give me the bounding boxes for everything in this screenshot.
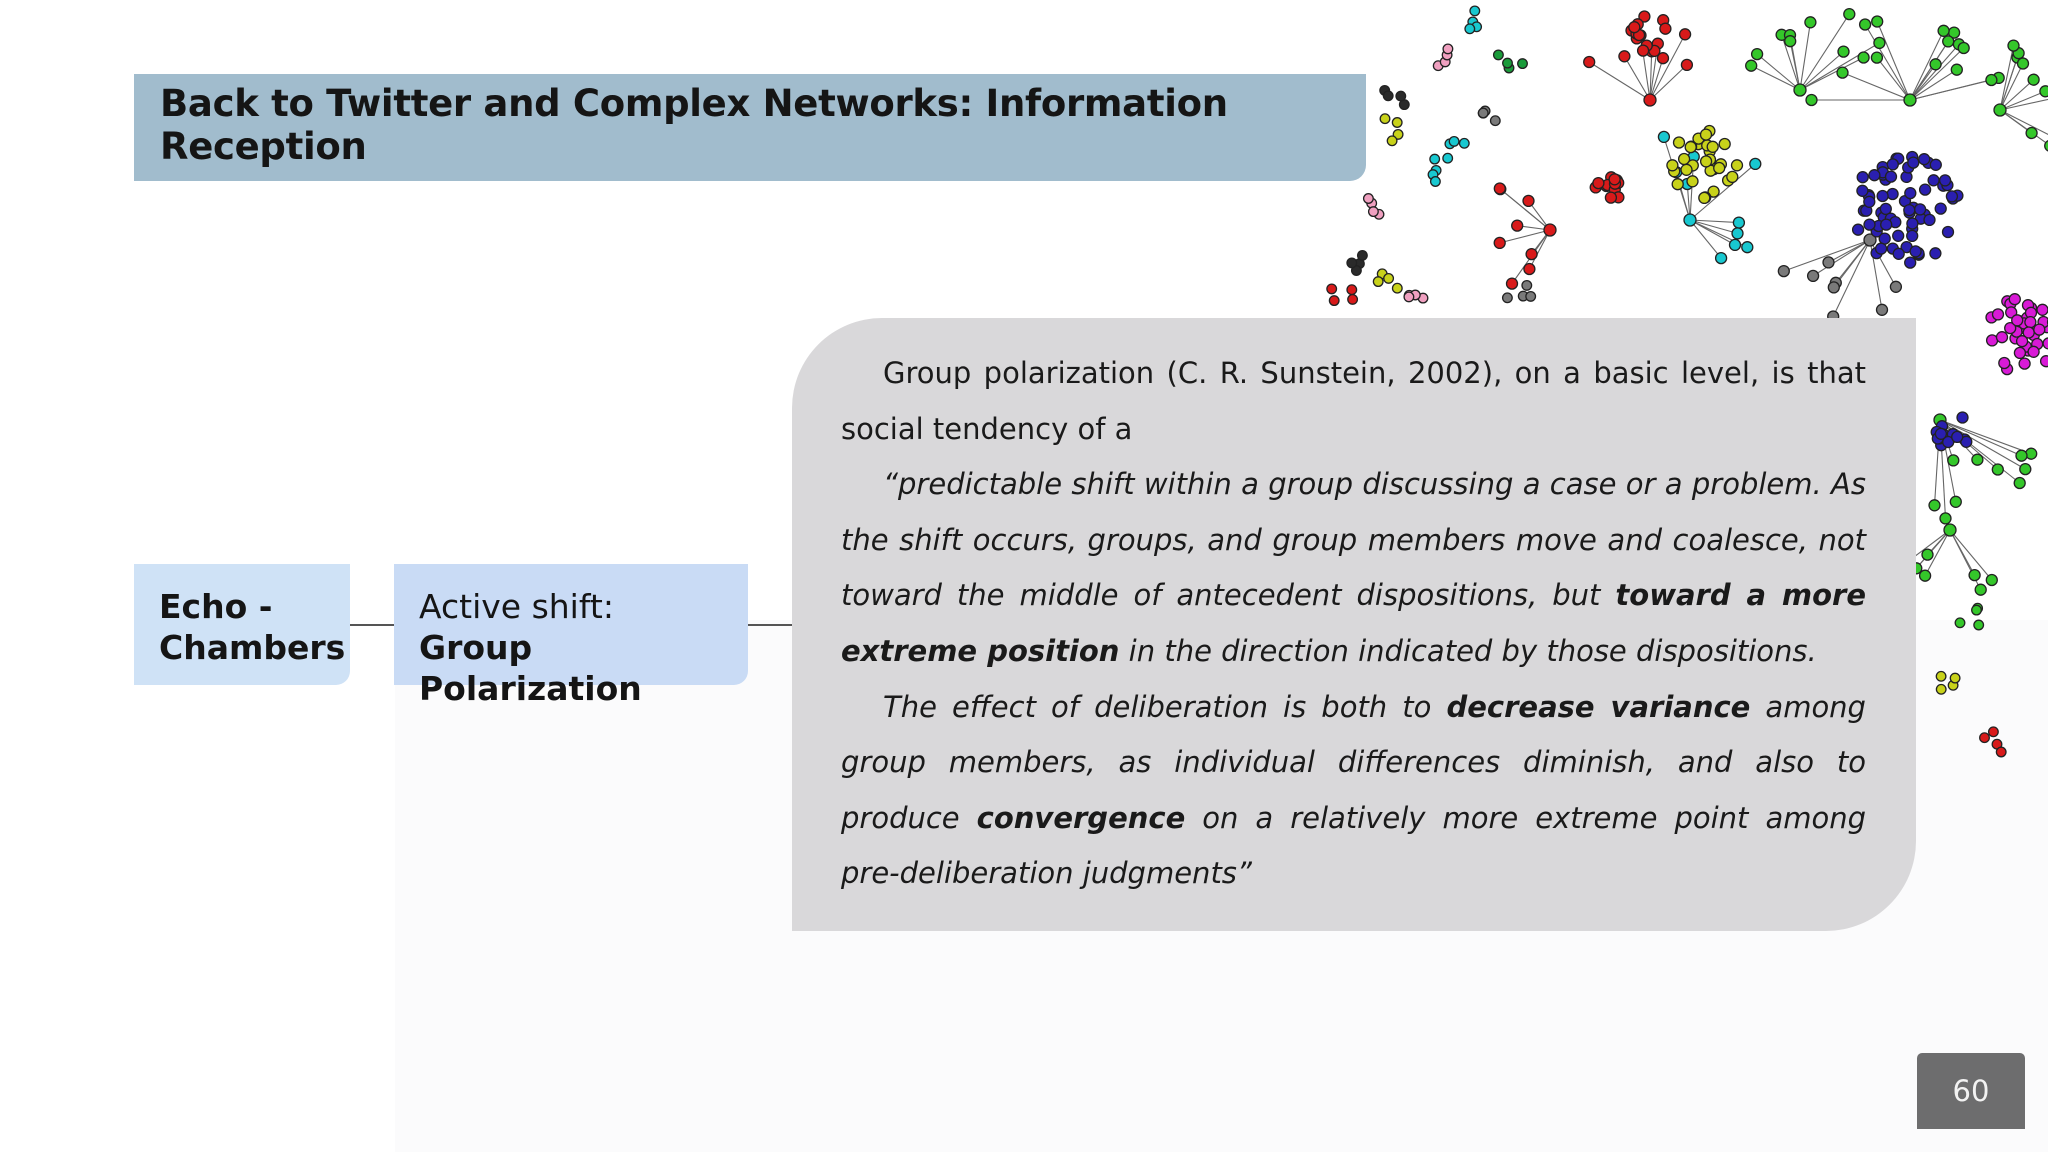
network-node <box>1858 52 1869 63</box>
network-node <box>1992 464 2003 475</box>
network-node <box>1958 43 1969 54</box>
network-node <box>1526 249 1537 260</box>
network-node <box>1443 44 1453 54</box>
network-node <box>1948 455 1959 466</box>
network-node <box>1907 218 1918 229</box>
quote-text: among group members, as individual differences diminish, and also to produce <box>841 689 1866 835</box>
network-node <box>2008 40 2019 51</box>
network-node <box>1907 230 1918 241</box>
network-node <box>1470 6 1480 16</box>
network-node <box>1935 203 1946 214</box>
network-node <box>1938 25 1949 36</box>
network-node <box>1930 248 1941 259</box>
network-node <box>1503 293 1513 303</box>
active-shift-box <box>394 564 748 708</box>
network-node <box>1619 51 1630 62</box>
network-node <box>1936 685 1946 695</box>
network-node <box>1946 191 1957 202</box>
quote-text: “predictable shift within a group discussing a case or a problem. As the shift occurs, groups, and group members move and coalesce, not toward the middle of antecedent dispositions, but <box>841 467 1866 613</box>
network-node <box>2016 450 2027 461</box>
network-node <box>1478 108 1488 118</box>
network-node <box>1986 75 1997 86</box>
network-node <box>1940 513 1951 524</box>
network-node <box>1644 94 1656 106</box>
network-node <box>1874 37 1885 48</box>
network-node <box>1969 570 1980 581</box>
echo-chambers-box <box>134 564 350 685</box>
title-bar <box>134 74 1366 181</box>
network-node <box>1503 58 1513 68</box>
network-node <box>1872 16 1883 27</box>
network-node <box>2043 338 2048 349</box>
network-node <box>1864 219 1875 230</box>
network-edge <box>1690 220 1721 258</box>
network-node <box>1699 192 1710 203</box>
network-node <box>1518 59 1528 69</box>
network-node <box>1785 36 1796 47</box>
network-node <box>1327 284 1337 294</box>
network-node <box>1857 185 1868 196</box>
network-node <box>2018 58 2029 69</box>
network-edge <box>1800 22 1810 90</box>
network-node <box>2037 304 2048 315</box>
network-node <box>1805 17 1816 28</box>
network-node <box>2028 74 2039 85</box>
network-node <box>1701 156 1712 167</box>
quote-paragraph-2 <box>841 680 1866 902</box>
network-node <box>1732 160 1743 171</box>
active-shift-label: Active shift: <box>419 587 614 626</box>
network-node <box>1494 237 1505 248</box>
network-node <box>1358 251 1368 261</box>
network-node <box>1680 29 1691 40</box>
network-node <box>1524 264 1535 275</box>
network-node <box>1930 159 1941 170</box>
network-node <box>1384 274 1394 284</box>
network-node <box>1380 114 1390 124</box>
network-node <box>1986 575 1997 586</box>
network-edge <box>1865 25 1910 101</box>
network-node <box>2034 324 2045 335</box>
connector-line <box>748 624 792 626</box>
network-node <box>1348 295 1358 305</box>
network-node <box>1972 605 1982 615</box>
network-node <box>1687 176 1698 187</box>
network-node <box>1999 358 2010 369</box>
network-node <box>1369 207 1379 217</box>
network-node <box>1752 49 1763 60</box>
network-node <box>1732 228 1743 239</box>
network-node <box>1593 178 1604 189</box>
network-node <box>1997 332 2008 343</box>
network-node <box>1660 23 1671 34</box>
network-node <box>1936 672 1946 682</box>
network-node <box>1951 64 1962 75</box>
network-node <box>1887 189 1898 200</box>
network-node <box>1904 94 1916 106</box>
network-node <box>1714 163 1725 174</box>
network-node <box>1460 139 1470 149</box>
network-node <box>1387 136 1397 146</box>
network-node <box>1727 171 1738 182</box>
quote-box <box>792 318 1916 931</box>
network-node <box>2012 315 2023 326</box>
network-node <box>1844 9 1855 20</box>
network-node <box>1996 747 2006 757</box>
network-node <box>2017 336 2028 347</box>
network-node <box>1922 549 1933 560</box>
network-node <box>1908 157 1919 168</box>
network-node <box>1877 304 1888 315</box>
network-node <box>1638 45 1649 56</box>
network-node <box>1950 496 1961 507</box>
network-node <box>1778 266 1789 277</box>
network-node <box>2014 478 2025 489</box>
network-node <box>1449 137 1459 147</box>
network-edge <box>1624 56 1650 100</box>
network-node <box>1494 183 1505 194</box>
quote-emphasis: toward a more extreme position <box>841 578 1866 668</box>
network-node <box>1684 214 1696 226</box>
network-node <box>2041 356 2048 367</box>
quote-paragraph-1 <box>841 457 1866 679</box>
network-node <box>1544 224 1556 236</box>
network-node <box>1993 309 2004 320</box>
network-node <box>1750 158 1761 169</box>
network-edge <box>1916 530 1950 568</box>
network-node <box>1905 188 1916 199</box>
network-node <box>1823 257 1834 268</box>
network-edge <box>1589 62 1650 100</box>
network-node <box>1707 141 1718 152</box>
network-node <box>1681 164 1692 175</box>
network-node <box>1667 160 1678 171</box>
network-node <box>1347 258 1357 268</box>
network-edge <box>1500 189 1550 231</box>
group-polarization-label: Group Polarization <box>419 628 642 708</box>
network-node <box>1876 243 1887 254</box>
network-node <box>1629 22 1640 33</box>
network-node <box>1838 46 1849 57</box>
network-node <box>1609 174 1620 185</box>
network-node <box>1605 192 1616 203</box>
network-node <box>1930 59 1941 70</box>
network-node <box>1794 84 1806 96</box>
network-node <box>2040 86 2048 97</box>
network-node <box>1853 224 1864 235</box>
network-node <box>1881 219 1892 230</box>
network-node <box>1989 727 1999 737</box>
network-node <box>1685 142 1696 153</box>
network-node <box>1920 184 1931 195</box>
network-node <box>1860 19 1871 30</box>
network-node <box>1329 296 1339 306</box>
echo-label-line1: Echo - <box>159 587 273 626</box>
network-node <box>1443 153 1453 163</box>
network-node <box>1887 159 1898 170</box>
network-node <box>1924 214 1935 225</box>
network-node <box>1383 91 1393 101</box>
network-node <box>2020 464 2031 475</box>
network-node <box>1952 431 1963 442</box>
network-node <box>1893 230 1904 241</box>
quote-emphasis: convergence <box>976 800 1186 835</box>
network-edge <box>2000 64 2023 111</box>
network-node <box>1929 500 1940 511</box>
network-node <box>1928 175 1939 186</box>
network-node <box>1522 281 1532 291</box>
network-node <box>2019 358 2030 369</box>
network-node <box>1972 454 1983 465</box>
quote-intro: Group polarization (C. R. Sunstein, 2002), on a basic level, is that social tendency of a <box>841 356 1866 446</box>
network-node <box>2025 317 2036 328</box>
network-node <box>1808 270 1819 281</box>
network-node <box>1719 139 1730 150</box>
network-node <box>1893 248 1904 259</box>
network-node <box>1879 233 1890 244</box>
network-node <box>1465 24 1475 34</box>
network-node <box>1730 239 1741 250</box>
network-node <box>1491 116 1501 126</box>
network-node <box>1975 584 1986 595</box>
network-node <box>1701 129 1712 140</box>
network-node <box>1869 170 1880 181</box>
network-node <box>1905 257 1916 268</box>
network-node <box>2026 128 2037 139</box>
network-node <box>1716 253 1727 264</box>
network-node <box>1526 292 1536 302</box>
slide-title: Back to Twitter and Complex Networks: Information Reception <box>160 81 1228 168</box>
network-node <box>1672 179 1683 190</box>
quote-text: on a relatively more extreme point among pre-deliberation judgments” <box>841 800 1866 891</box>
network-node <box>1919 154 1930 165</box>
network-node <box>1915 204 1926 215</box>
network-node <box>1877 191 1888 202</box>
network-node <box>1864 196 1875 207</box>
network-node <box>1430 154 1440 164</box>
network-node <box>1658 131 1669 142</box>
network-node <box>1584 57 1595 68</box>
network-edge <box>1829 240 1871 262</box>
network-node <box>1806 95 1817 106</box>
quote-text: The effect of deliberation is both to <box>883 689 1447 724</box>
network-node <box>1857 172 1868 183</box>
network-node <box>1994 104 2006 116</box>
network-node <box>1935 428 1946 439</box>
network-node <box>1957 412 1968 423</box>
network-node <box>1837 67 1848 78</box>
network-node <box>1890 281 1901 292</box>
connector-line <box>350 624 394 626</box>
network-node <box>1404 292 1414 302</box>
quote-emphasis: decrease variance <box>1446 689 1751 724</box>
network-node <box>1974 620 1984 630</box>
network-node <box>1955 618 1965 628</box>
network-node <box>1746 60 1757 71</box>
network-node <box>1943 227 1954 238</box>
network-node <box>1347 285 1357 295</box>
network-edge <box>1910 41 1948 100</box>
network-node <box>1396 91 1406 101</box>
network-node <box>1944 524 1956 536</box>
network-node <box>1681 59 1692 70</box>
network-node <box>1886 171 1897 182</box>
page-number: 60 <box>1917 1053 2025 1129</box>
echo-label-line2: Chambers <box>159 628 346 667</box>
network-node <box>1733 217 1744 228</box>
network-node <box>1364 194 1374 204</box>
network-node <box>1393 283 1403 293</box>
network-node <box>1904 205 1915 216</box>
network-node <box>1871 52 1882 63</box>
network-node <box>1512 220 1523 231</box>
network-node <box>2014 347 2025 358</box>
network-node <box>1980 733 1990 743</box>
network-node <box>2028 346 2039 357</box>
network-node <box>1742 242 1753 253</box>
network-node <box>1940 175 1951 186</box>
network-node <box>1392 118 1402 128</box>
network-edge <box>1950 530 1975 575</box>
network-node <box>1950 673 1960 683</box>
network-node <box>1523 195 1534 206</box>
network-node <box>2009 294 2020 305</box>
network-node <box>1494 50 1504 60</box>
network-node <box>1943 36 1954 47</box>
network-node <box>1431 177 1441 187</box>
quote-text: in the direction indicated by those dispositions. <box>1119 633 1817 668</box>
network-node <box>1828 282 1839 293</box>
network-node <box>1373 277 1383 287</box>
network-node <box>1507 278 1518 289</box>
network-edge <box>2000 91 2045 110</box>
network-node <box>1674 137 1685 148</box>
network-node <box>1910 246 1921 257</box>
